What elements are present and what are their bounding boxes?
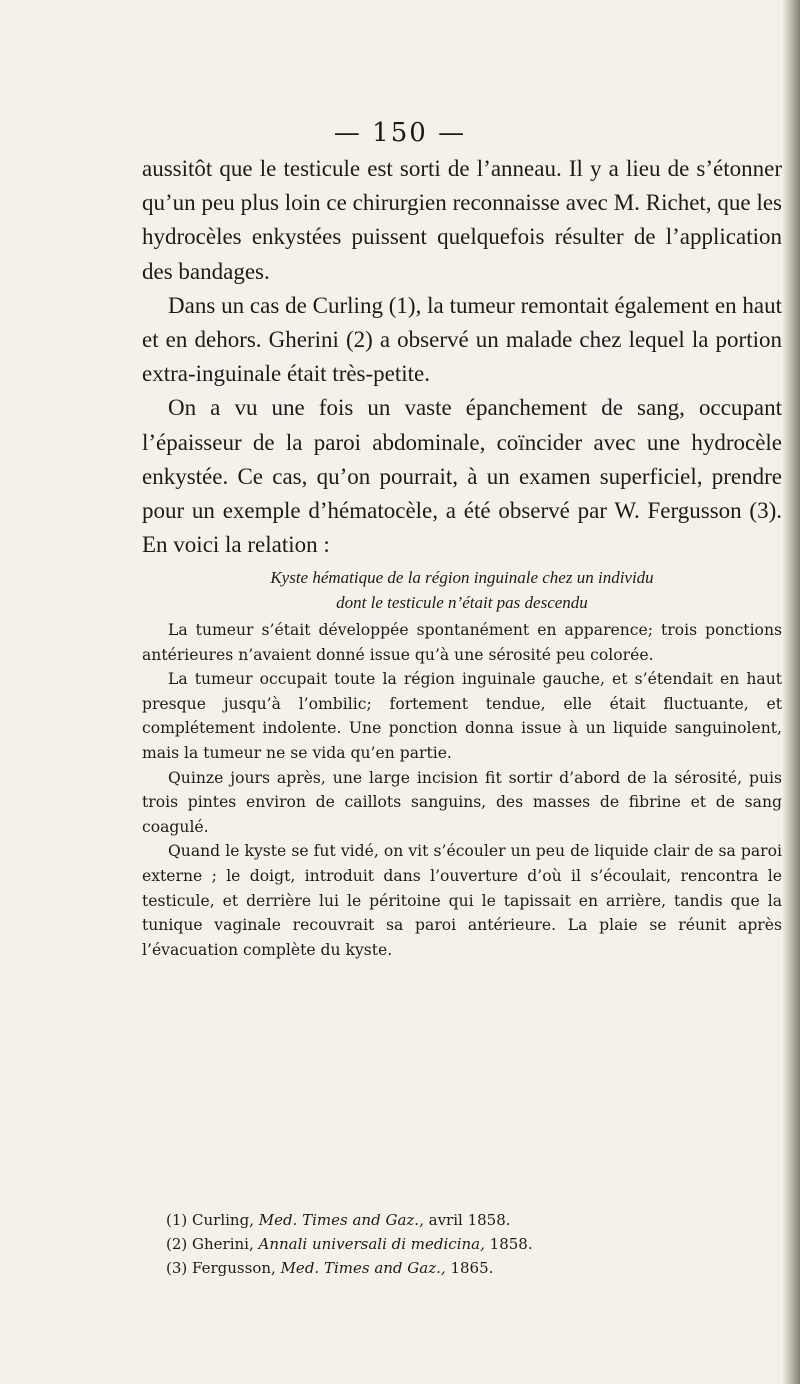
case-title bbox=[142, 565, 782, 615]
page-number: — 150 — bbox=[333, 118, 467, 148]
footnote-marker: (2) bbox=[166, 1235, 188, 1253]
case-paragraph-2: La tumeur occupait toute la région inguinale gauche, et s’étendait en haut presque jusqu’à l’ombilic; fortement tendue, elle était fluctuante, et complétement indolente. Une ponction donna issue à un liquide sanguinolent, mais la tumeur ne se vida qu’en partie. bbox=[142, 670, 782, 762]
footnote-source: Annali universali di medicina, bbox=[258, 1235, 485, 1253]
footnote-marker: (3) bbox=[166, 1259, 188, 1277]
case-paragraph-4: Quand le kyste se fut vidé, on vit s’écouler un peu de liquide clair de sa paroi externe ; le doigt, introduit dans l’ouverture d’où il s’écoulait, rencontra le testicule, et derrière lui le péritoine qui le tapissait en arrière, tandis que la tunique vaginale recouvrait sa paroi antérieure. La plaie se réunit après l’évacuation complète du kyste. bbox=[142, 842, 782, 959]
case-paragraph-3: Quinze jours après, une large incision fit sortir d’abord de la sérosité, puis trois pintes environ de caillots sanguins, des masses de fibrine et de sang coagulé. bbox=[142, 768, 782, 836]
paragraph-2: Dans un cas de Curling (1), la tumeur remontait également en haut et en dehors. Gherini (2) a observé un malade chez lequel la portion extra-inguinale était très-petite. bbox=[142, 292, 782, 387]
footnote-author: Gherini, bbox=[192, 1235, 254, 1253]
footnote-date: avril 1858. bbox=[428, 1211, 511, 1229]
footnote-source: Med. Times and Gaz., bbox=[280, 1259, 446, 1277]
case-title-line-1: Kyste hématique de la région inguinale chez un individu bbox=[270, 568, 654, 587]
footnotes bbox=[142, 1208, 782, 1280]
paragraph-1: aussitôt que le testicule est sorti de l’anneau. Il y a lieu de s’étonner qu’un peu plus loin ce chirurgien reconnaisse avec M. Richet, que les hydrocèles enkystées puissent quelquefois résulter de l’application des bandages. bbox=[142, 156, 782, 284]
paragraph-3: On a vu une fois un vaste épanchement de sang, occupant l’épaisseur de la paroi abdominale, coïncider avec une hydrocèle enkystée. Ce cas, qu’on pourrait, à un examen superficiel, prendre pour un exemple d’hématocèle, a été observé par W. Fergusson (3). En voici la relation : bbox=[142, 395, 782, 558]
case-title-line-2: dont le testicule n’était pas descendu bbox=[336, 593, 588, 612]
footnote-author: Curling, bbox=[192, 1211, 254, 1229]
footnote-author: Fergusson, bbox=[192, 1259, 276, 1277]
footnote-2 bbox=[142, 1232, 782, 1256]
footnote-source: Med. Times and Gaz., bbox=[258, 1211, 424, 1229]
footnote-1 bbox=[142, 1208, 782, 1232]
case-report bbox=[142, 618, 782, 962]
case-paragraph-1: La tumeur s’était développée spontanément en apparence; trois ponctions antérieures n’avaient donné issue qu’à une sérosité peu colorée. bbox=[142, 621, 782, 664]
footnote-marker: (1) bbox=[166, 1211, 188, 1229]
footnote-3 bbox=[142, 1256, 782, 1280]
footnote-date: 1865. bbox=[450, 1259, 494, 1277]
footnote-date: 1858. bbox=[489, 1235, 533, 1253]
page-edge-shadow bbox=[782, 0, 800, 1384]
main-text bbox=[142, 152, 782, 562]
